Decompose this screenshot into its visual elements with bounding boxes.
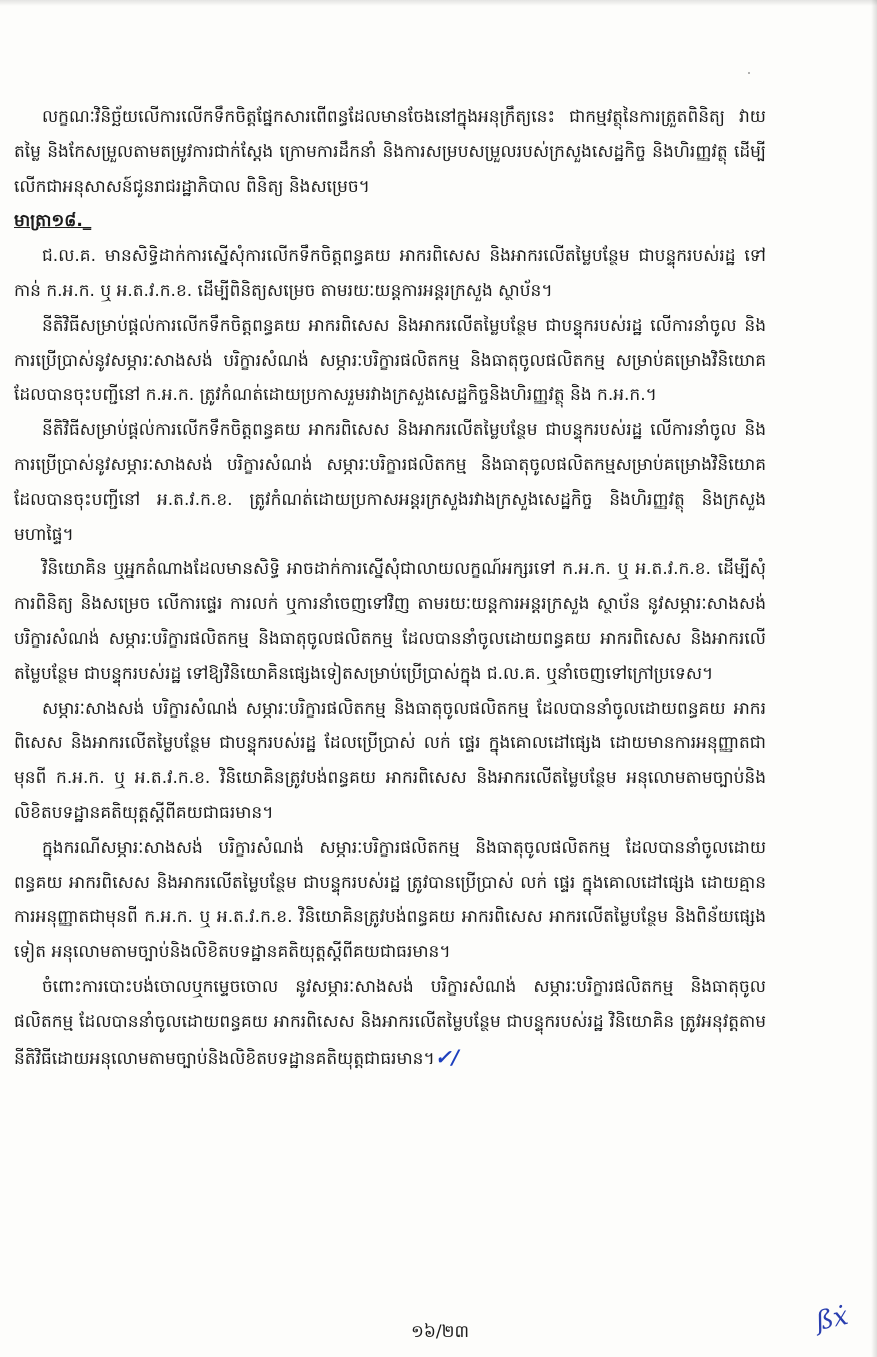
paragraph-transfer-request: វិនិយោគិន ឬអ្នកតំណាងដែលមានសិទ្ធិ អាចដាក់ការស្នើសុំជាលាយលក្ខណ៍អក្សរទៅ ក.អ.ក. ឬ អ.ត.វ.ក.ខ. ដើម្បីសុំការពិនិត្យ និងសម្រេច លើការផ្ទេរ ការលក់ ឬការនាំចេញទៅវិញ តាមរយៈយន្តការអន្តរក្រសួង ស្ថាប័ន នូវសម្ភារៈសាងសង់ បរិក្ខារសំណង់ សម្ភារៈបរិក្ខារផលិតកម្ម និងធាតុចូលផលិតកម្ម ដែលបាននាំចូលដោយពន្ធគយ អាករពិសេស និងអាករលើតម្លៃបន្ថែម ជាបន្ទុករបស់រដ្ឋ ទៅឱ្យវិនិយោគិនផ្សេងទៀតសម្រាប់ប្រើប្រាស់ក្នុង ជ.ល.គ. ឬនាំចេញទៅក្រៅប្រទេស។ [14,559,766,684]
paragraph-disposal [14,970,766,1076]
paragraph-criteria: លក្ខណៈវិនិច្ឆ័យលើការលើកទឹកចិត្តផ្នែកសារពើពន្ធដែលមានចែងនៅក្នុងអនុក្រឹត្យនេះ ជាកម្មវត្ថុនៃការត្រួតពិនិត្យ វាយតម្លៃ និងកែសម្រួលតាមតម្រូវការជាក់ស្តែង ក្រោមការដឹកនាំ និងការសម្របសម្រួលរបស់ក្រសួងសេដ្ឋកិច្ច និងហិរញ្ញវត្ថុ ដើម្បីលើកជាអនុសាសន៍ជូនរាជរដ្ឋាភិបាល ពិនិត្យ និងសម្រេច។ [14,107,766,197]
scan-edge-shadow [871,0,877,1357]
scan-top-shadow [0,0,877,6]
paragraph-procedure-cdc: នីតិវិធីសម្រាប់ផ្តល់ការលើកទឹកចិត្តពន្ធគយ អាករពិសេស និងអាករលើតម្លៃបន្ថែម ជាបន្ទុករបស់រដ្ឋ លើការនាំចូល និងការប្រើប្រាស់នូវសម្ភារៈសាងសង់ បរិក្ខារសំណង់ សម្ភារៈបរិក្ខារផលិតកម្ម និងធាតុចូលផលិតកម្ម សម្រាប់គម្រោងវិនិយោគដែលបានចុះបញ្ជីនៅ ក.អ.ក. ត្រូវកំណត់ដោយប្រកាសរួមរវាងក្រសួងសេដ្ឋកិច្ចនិងហិរញ្ញវត្ថុ និង ក.អ.ក.។ [14,315,766,406]
handwritten-initials-signature: ßẋ [813,1300,851,1338]
page-number: ១៦/២៣ [410,1322,470,1342]
scan-speck [748,72,750,74]
article-heading: មាត្រា១៨._ [14,211,92,232]
paragraph-unauthorized-use: ក្នុងករណីសម្ភារៈសាងសង់ បរិក្ខារសំណង់ សម្ភារៈបរិក្ខារផលិតកម្ម និងធាតុចូលផលិតកម្ម ដែលបាននាំចូលដោយពន្ធគយ អាករពិសេស និងអាករលើតម្លៃបន្ថែម ជាបន្ទុករបស់រដ្ឋ ត្រូវបានប្រើប្រាស់ លក់ ផ្ទេរ ក្នុងគោលដៅផ្សេង ដោយគ្មានការអនុញ្ញាតជាមុនពី ក.អ.ក. ឬ អ.ត.វ.ក.ខ. វិនិយោគិនត្រូវបង់ពន្ធគយ អាករពិសេស អាករលើតម្លៃបន្ថែម និងពិន័យផ្សេងទៀត អនុលោមតាមច្បាប់និងលិខិតបទដ្ឋានគតិយុត្តស្តីពីគយជាធរមាន។ [14,837,766,963]
paragraph-authorized-use: សម្ភារៈសាងសង់ បរិក្ខារសំណង់ សម្ភារៈបរិក្ខារផលិតកម្ម និងធាតុចូលផលិតកម្ម ដែលបាននាំចូលដោយពន្ធគយ អាករពិសេស និងអាករលើតម្លៃបន្ថែម ជាបន្ទុករបស់រដ្ឋ ដែលប្រើប្រាស់ លក់ ផ្ទេរ ក្នុងគោលដៅផ្សេង ដោយមានការអនុញ្ញាតជាមុនពី ក.អ.ក. ឬ អ.ត.វ.ក.ខ. វិនិយោគិនត្រូវបង់ពន្ធគយ អាករពិសេស និងអាករលើតម្លៃបន្ថែម អនុលោមតាមច្បាប់និងលិខិតបទដ្ឋានគតិយុត្តស្តីពីគយជាធរមាន។ [14,698,766,823]
paragraph-procedure-provincial: នីតិវិធីសម្រាប់ផ្តល់ការលើកទឹកចិត្តពន្ធគយ អាករពិសេស និងអាករលើតម្លៃបន្ថែម ជាបន្ទុករបស់រដ្ឋ លើការនាំចូល និងការប្រើប្រាស់នូវសម្ភារៈសាងសង់ បរិក្ខារសំណង់ សម្ភារៈបរិក្ខារផលិតកម្ម និងធាតុចូលផលិតកម្មសម្រាប់គម្រោងវិនិយោគដែលបានចុះបញ្ជីនៅ អ.ត.វ.ក.ខ. ត្រូវកំណត់ដោយប្រកាសអន្តរក្រសួងរវាងក្រសួងសេដ្ឋកិច្ច និងហិរញ្ញវត្ថុ និងក្រសួងមហាផ្ទៃ។ [14,420,766,545]
paragraph-disposal-text: ចំពោះការបោះបង់ចោលឬកម្ទេចចោល នូវសម្ភារៈសាងសង់ បរិក្ខារសំណង់ សម្ភារៈបរិក្ខារផលិតកម្ម និងធាតុចូលផលិតកម្ម ដែលបាននាំចូលដោយពន្ធគយ អាករពិសេស និងអាករលើតម្លៃបន្ថែម ជាបន្ទុករបស់រដ្ឋ វិនិយោគិន ត្រូវអនុវត្តតាមនីតិវិធីដោយអនុលោមតាមច្បាប់និងលិខិតបទដ្ឋានគតិយុត្តជាធរមាន។ [14,976,766,1069]
paragraph-right-to-request: ជ.ល.គ. មានសិទ្ធិដាក់ការស្នើសុំការលើកទឹកចិត្តពន្ធគយ អាករពិសេស និងអាករលើតម្លៃបន្ថែម ជាបន្ទុករបស់រដ្ឋ ទៅកាន់ ក.អ.ក. ឬ អ.ត.វ.ក.ខ. ដើម្បីពិនិត្យសម្រេច តាមរយៈយន្តការអន្តរក្រសួង ស្ថាប័ន។ [14,246,766,301]
document-body [14,100,766,1076]
handwritten-initial-mark: ✓/ [434,1044,459,1069]
